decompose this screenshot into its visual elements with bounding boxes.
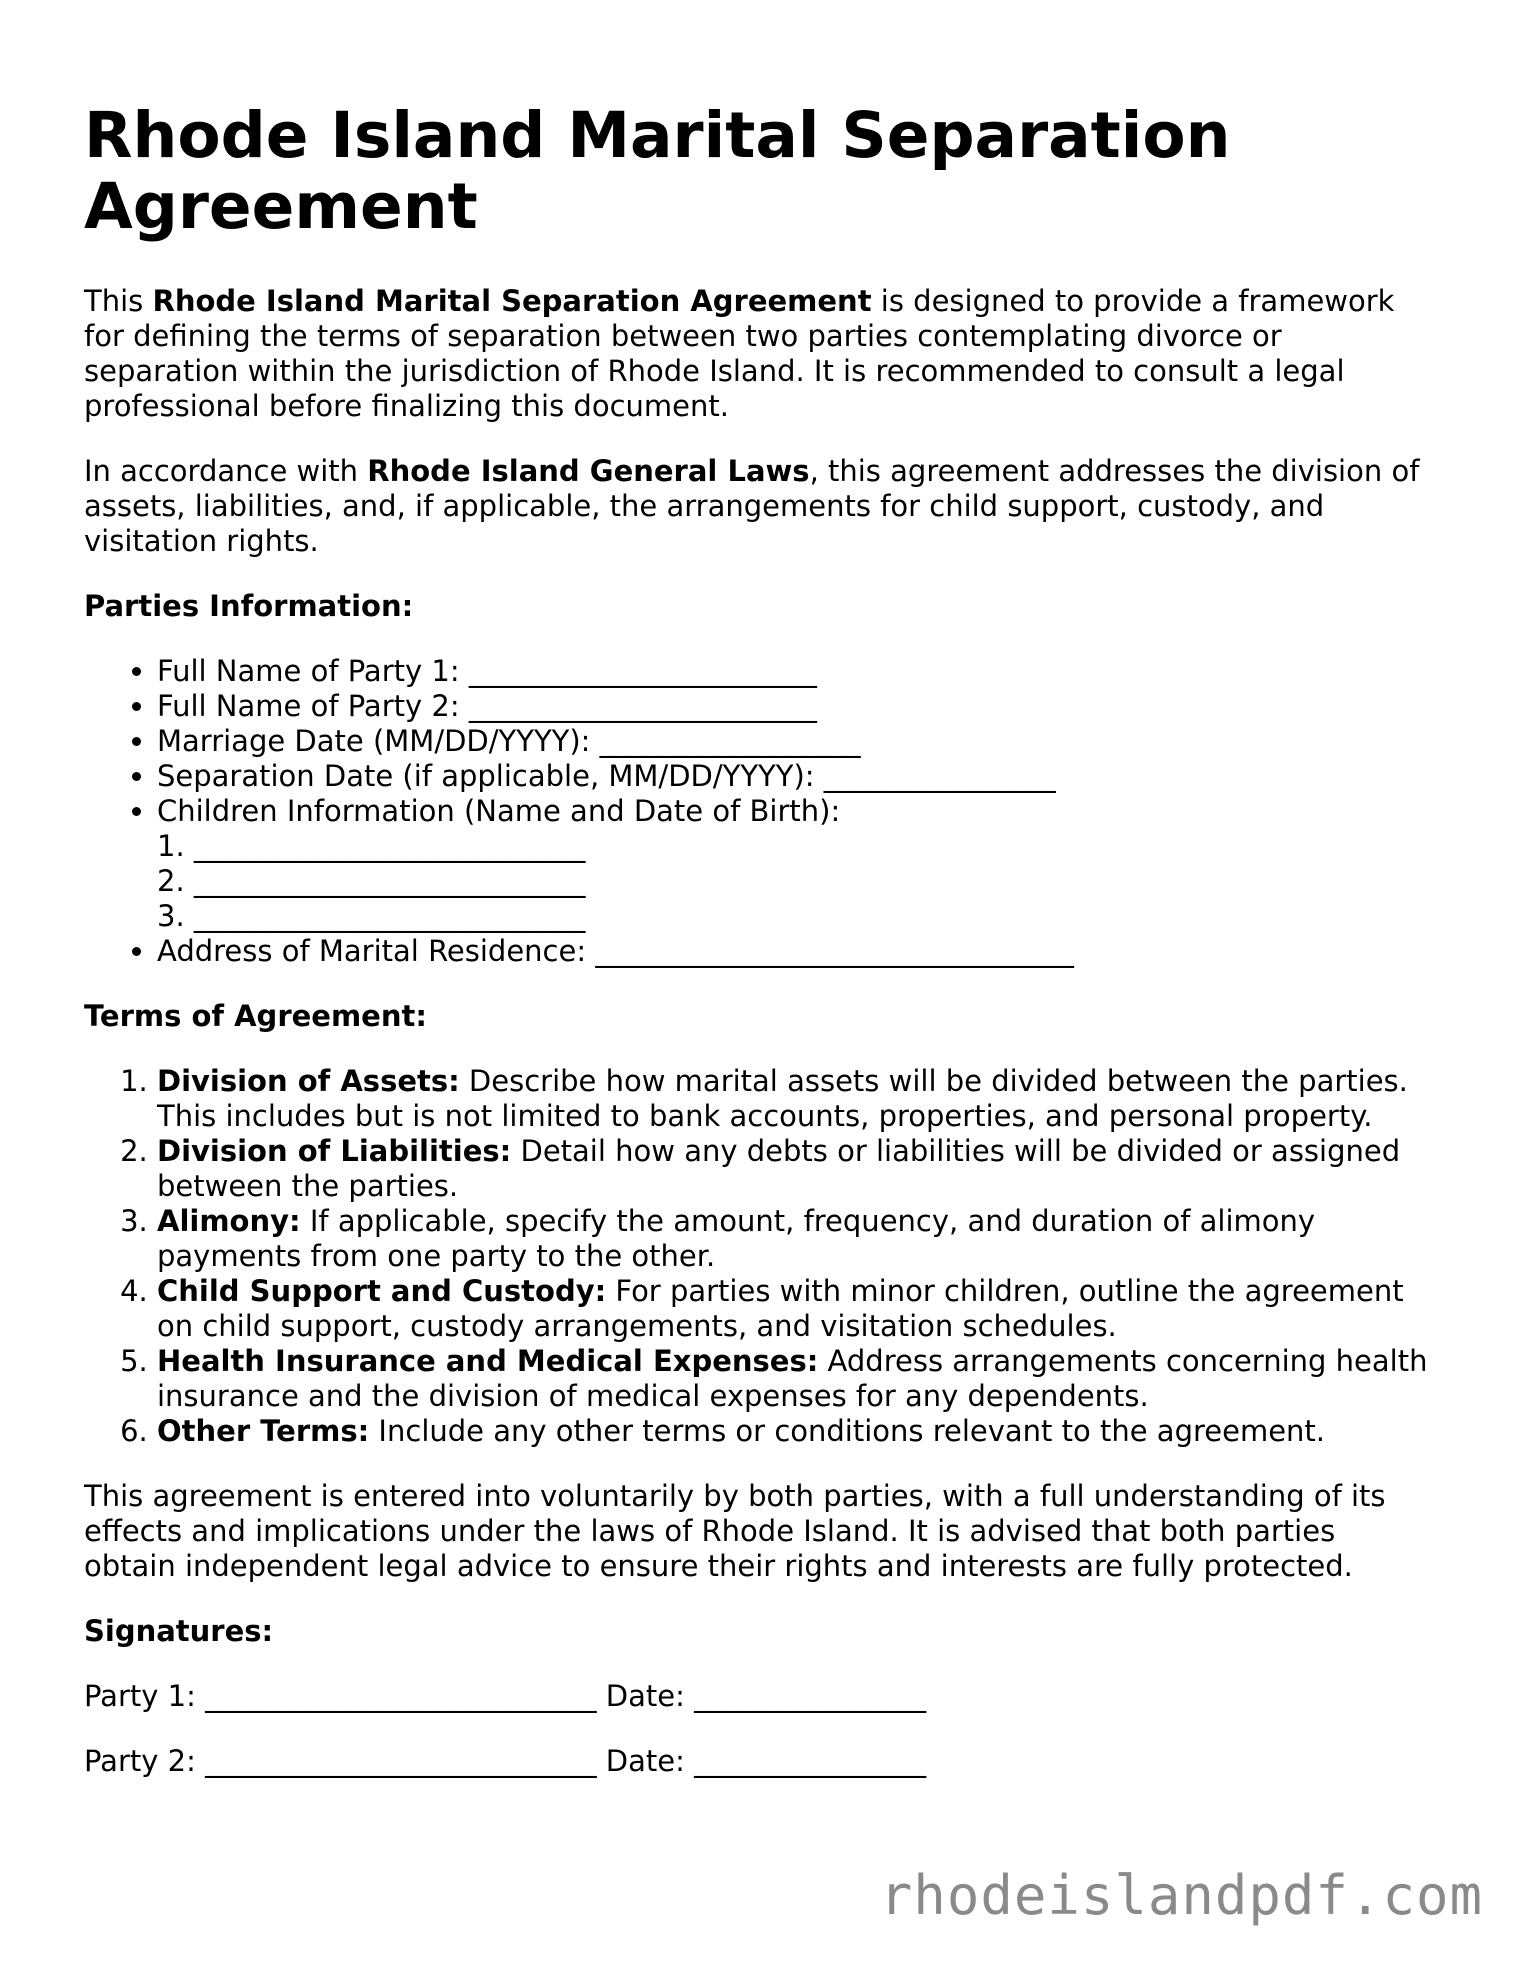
children-list bbox=[157, 829, 1434, 934]
parties-list bbox=[84, 654, 1434, 969]
term-text: Detail how any debts or liabilities will be divided or assigned between the parties. bbox=[157, 1134, 1401, 1203]
laws-suffix: , this agreement addresses the division of assets, liabilities, and, if applicable, the arrangements for child support, custody, and visitation rights. bbox=[84, 454, 1420, 558]
term-item bbox=[157, 1414, 1434, 1449]
laws-prefix: In accordance with bbox=[84, 454, 368, 488]
term-item bbox=[157, 1204, 1434, 1274]
term-title: Other Terms: bbox=[157, 1414, 370, 1448]
intro-suffix: is designed to provide a framework for defining the terms of separation between two parties contemplating divorce or separation within the jurisdiction of Rhode Island. It is recommended to consult a legal professional before finalizing this document. bbox=[84, 284, 1395, 423]
intro-bold: Rhode Island Marital Separation Agreement bbox=[152, 284, 872, 318]
term-title: Health Insurance and Medical Expenses: bbox=[157, 1344, 819, 1378]
intro-paragraph bbox=[84, 284, 1434, 424]
term-text: For parties with minor children, outline the agreement on child support, custody arrangements, and visitation schedules. bbox=[157, 1274, 1404, 1343]
term-text: Describe how marital assets will be divided between the parties. This includes but is not limited to bank accounts, properties, and personal property. bbox=[157, 1064, 1408, 1133]
signature-line-party2: Party 2: ___________________________ Date: ________________ bbox=[84, 1744, 927, 1778]
child-field-1: 1. ___________________________ bbox=[157, 829, 586, 863]
term-text: If applicable, specify the amount, frequency, and duration of alimony payments from one party to the other. bbox=[157, 1204, 1316, 1273]
children-label: Children Information (Name and Date of Birth): bbox=[157, 794, 841, 828]
watermark: rhodeislandpdf.com bbox=[879, 1864, 1483, 1927]
child-field-3: 3. ___________________________ bbox=[157, 899, 586, 933]
term-item bbox=[157, 1344, 1434, 1414]
document-title: Rhode Island Marital Separation Agreement bbox=[84, 99, 1231, 243]
terms-heading: Terms of Agreement: bbox=[84, 999, 427, 1033]
signatures-heading: Signatures: bbox=[84, 1614, 274, 1648]
term-item bbox=[157, 1064, 1434, 1134]
laws-paragraph bbox=[84, 454, 1434, 559]
document-page bbox=[84, 100, 1434, 1809]
term-text: Include any other terms or conditions relevant to the agreement. bbox=[369, 1414, 1326, 1448]
term-item bbox=[157, 1274, 1434, 1344]
children-info-item bbox=[157, 794, 1434, 934]
party1-field: • Full Name of Party 1: ________________________ bbox=[157, 654, 1434, 689]
signature-line-party1: Party 1: ___________________________ Date: ________________ bbox=[84, 1679, 927, 1713]
closing-paragraph: This agreement is entered into voluntarily by both parties, with a full understanding of its effects and implications under the laws of Rhode Island. It is advised that both parties obtain independent legal advice to ensure their rights and interests are fully protected. bbox=[84, 1479, 1386, 1583]
term-title: Division of Assets: bbox=[157, 1064, 460, 1098]
term-text: Address arrangements concerning health insurance and the division of medical expenses for any dependents. bbox=[157, 1344, 1428, 1413]
separation-date-field: • Separation Date (if applicable, MM/DD/YYYY): ________________ bbox=[157, 759, 1434, 794]
party2-field: • Full Name of Party 2: ________________________ bbox=[157, 689, 1434, 724]
term-item bbox=[157, 1134, 1434, 1204]
term-title: Division of Liabilities: bbox=[157, 1134, 512, 1168]
parties-heading: Parties Information: bbox=[84, 589, 414, 623]
terms-list bbox=[84, 1064, 1434, 1449]
laws-bold: Rhode Island General Laws bbox=[367, 454, 810, 488]
term-title: Child Support and Custody: bbox=[157, 1274, 607, 1308]
residence-field: • Address of Marital Residence: _________________________________ bbox=[157, 934, 1434, 969]
intro-prefix: This bbox=[84, 284, 153, 318]
child-field-2: 2. ___________________________ bbox=[157, 864, 586, 898]
term-title: Alimony: bbox=[157, 1204, 301, 1238]
marriage-date-field: • Marriage Date (MM/DD/YYYY): __________________ bbox=[157, 724, 1434, 759]
